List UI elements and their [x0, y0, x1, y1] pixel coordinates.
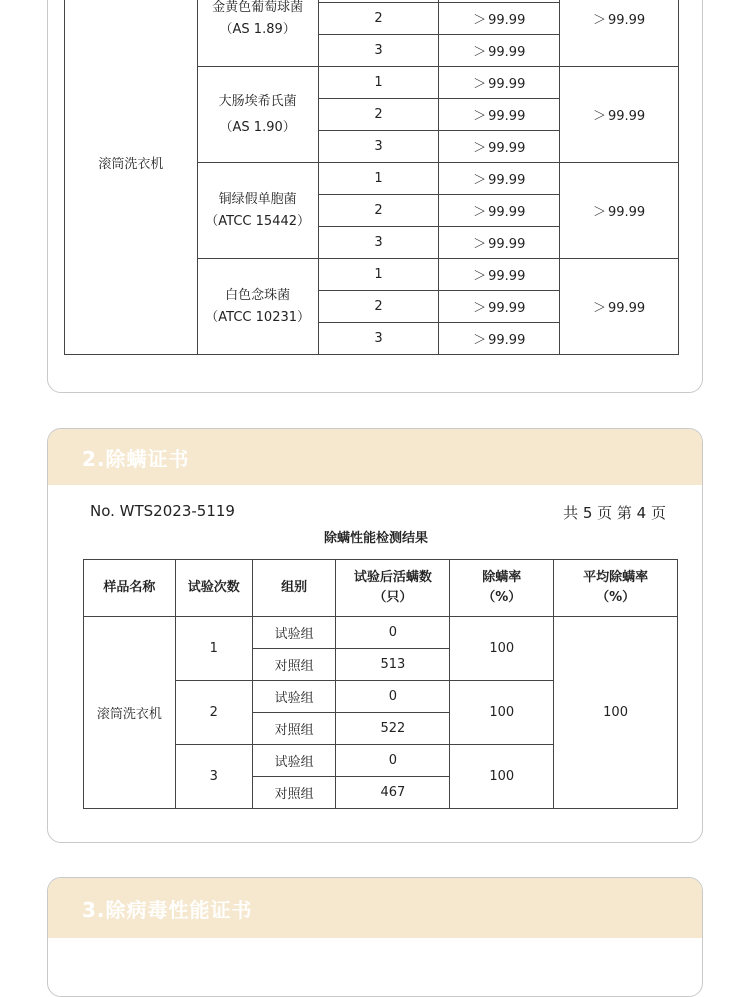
sample-name-cell: 滚筒洗衣机 — [65, 0, 198, 355]
trial-number: 3 — [318, 131, 439, 163]
kill-rate — [439, 131, 560, 163]
kill-rate-value: 99.99 — [488, 77, 526, 92]
table-header-row — [84, 560, 678, 617]
bacteria-code: （AS 1.90） — [219, 119, 296, 135]
kill-rate-value: 99.99 — [488, 205, 526, 220]
header-group: 组别 — [252, 560, 336, 617]
gt-sign: ＞ — [473, 45, 487, 60]
trial-number: 1 — [318, 163, 439, 195]
report-number: No. WTS2023-5119 — [90, 502, 235, 520]
header-rate — [450, 560, 554, 617]
gt-sign: ＞ — [473, 173, 487, 188]
anti-mite-certificate-card — [47, 428, 703, 843]
gt-sign: ＞ — [473, 205, 487, 220]
removal-rate: 100 — [450, 745, 554, 809]
header-live-count — [336, 560, 450, 617]
bacteria-cell — [197, 67, 318, 163]
kill-rate — [439, 227, 560, 259]
gt-sign: ＞ — [473, 301, 487, 316]
kill-rate-value: 99.99 — [488, 173, 526, 188]
gt-sign: ＞ — [592, 301, 606, 316]
bacteria-name: 金黄色葡萄球菌 — [212, 0, 304, 15]
kill-rate — [439, 35, 560, 67]
live-count: 467 — [336, 777, 450, 809]
avg-kill-rate — [560, 0, 679, 67]
trial-number: 3 — [318, 323, 439, 355]
live-count: 0 — [336, 745, 450, 777]
trial-number: 2 — [318, 99, 439, 131]
kill-rate-value: 99.99 — [488, 333, 526, 348]
page-info: 共 5 页 第 4 页 — [563, 504, 666, 522]
gt-sign: ＞ — [473, 333, 487, 348]
bacteria-name: 白色念珠菌 — [225, 287, 291, 303]
bacteria-code: （AS 1.89） — [219, 21, 296, 37]
gt-sign: ＞ — [592, 109, 606, 124]
kill-rate-value: 99.99 — [488, 109, 526, 124]
trial-number: 1 — [318, 67, 439, 99]
group-label: 试验组 — [252, 617, 336, 649]
header-line: （%） — [596, 590, 636, 605]
trial-number: 2 — [318, 291, 439, 323]
group-label: 对照组 — [252, 713, 336, 745]
kill-rate — [439, 3, 560, 35]
sample-name-cell: 滚筒洗衣机 — [84, 617, 176, 809]
kill-rate-value: 99.99 — [488, 13, 526, 28]
group-label: 对照组 — [252, 777, 336, 809]
kill-rate-value: 99.99 — [488, 301, 526, 316]
removal-rate: 100 — [450, 681, 554, 745]
bacteria-name: 大肠埃希氏菌 — [218, 93, 297, 109]
group-label: 试验组 — [252, 681, 336, 713]
live-count: 0 — [336, 681, 450, 713]
header-line: 试验后活螨数 — [353, 570, 432, 585]
kill-rate — [439, 99, 560, 131]
live-count: 513 — [336, 649, 450, 681]
kill-rate — [439, 67, 560, 99]
anti-virus-certificate-card — [47, 877, 703, 997]
trial-number: 2 — [318, 3, 439, 35]
trial-number: 3 — [318, 227, 439, 259]
header-sample: 样品名称 — [84, 560, 176, 617]
trial-number: 3 — [318, 35, 439, 67]
removal-rate: 100 — [450, 617, 554, 681]
antibacterial-card — [47, 0, 703, 393]
avg-value: 99.99 — [607, 13, 646, 28]
group-label: 试验组 — [252, 745, 336, 777]
header-line: 除螨率 — [482, 570, 522, 585]
kill-rate-value: 99.99 — [488, 269, 526, 284]
avg-kill-rate — [560, 67, 679, 163]
header-trial: 试验次数 — [175, 560, 252, 617]
kill-rate-value: 99.99 — [488, 237, 526, 252]
kill-rate-value: 99.99 — [488, 141, 526, 156]
kill-rate — [439, 291, 560, 323]
avg-value: 99.99 — [607, 301, 646, 316]
avg-kill-rate — [560, 163, 679, 259]
avg-value: 99.99 — [607, 109, 646, 124]
gt-sign: ＞ — [592, 205, 606, 220]
gt-sign: ＞ — [473, 109, 487, 124]
bacteria-code: （ATCC 15442） — [205, 213, 311, 229]
header-avg-rate — [554, 560, 678, 617]
gt-sign: ＞ — [473, 269, 487, 284]
kill-rate — [439, 323, 560, 355]
bacteria-cell — [197, 0, 318, 67]
trial-number: 3 — [175, 745, 252, 809]
header-line: 平均除螨率 — [583, 570, 649, 585]
avg-removal-rate: 100 — [554, 617, 678, 809]
kill-rate-value: 99.99 — [488, 45, 526, 60]
bacteria-code: （ATCC 10231） — [205, 309, 311, 325]
kill-rate — [439, 195, 560, 227]
bacteria-cell — [197, 259, 318, 355]
bacteria-name: 铜绿假单胞菌 — [218, 191, 297, 207]
trial-number: 2 — [318, 195, 439, 227]
live-count: 522 — [336, 713, 450, 745]
kill-rate — [439, 163, 560, 195]
gt-sign: ＞ — [473, 141, 487, 156]
antibacterial-table — [64, 0, 679, 355]
avg-value: 99.99 — [607, 205, 646, 220]
table-row — [84, 617, 678, 649]
card-header — [48, 878, 702, 938]
anti-mite-table — [83, 559, 678, 809]
bacteria-cell — [197, 163, 318, 259]
live-count: 0 — [336, 617, 450, 649]
header-line: （只） — [373, 590, 413, 605]
card-title: 2.除螨证书 — [82, 446, 190, 471]
trial-number: 2 — [175, 681, 252, 745]
trial-number: 1 — [318, 259, 439, 291]
kill-rate — [439, 259, 560, 291]
trial-number: 1 — [175, 617, 252, 681]
gt-sign: ＞ — [473, 13, 487, 28]
gt-sign: ＞ — [592, 13, 606, 28]
gt-sign: ＞ — [473, 77, 487, 92]
table-subtitle: 除螨性能检测结果 — [323, 531, 428, 546]
gt-sign: ＞ — [473, 237, 487, 252]
avg-kill-rate — [560, 259, 679, 355]
card-title: 3.除病毒性能证书 — [82, 897, 253, 922]
group-label: 对照组 — [252, 649, 336, 681]
card-header — [48, 429, 702, 485]
header-line: （%） — [482, 590, 522, 605]
